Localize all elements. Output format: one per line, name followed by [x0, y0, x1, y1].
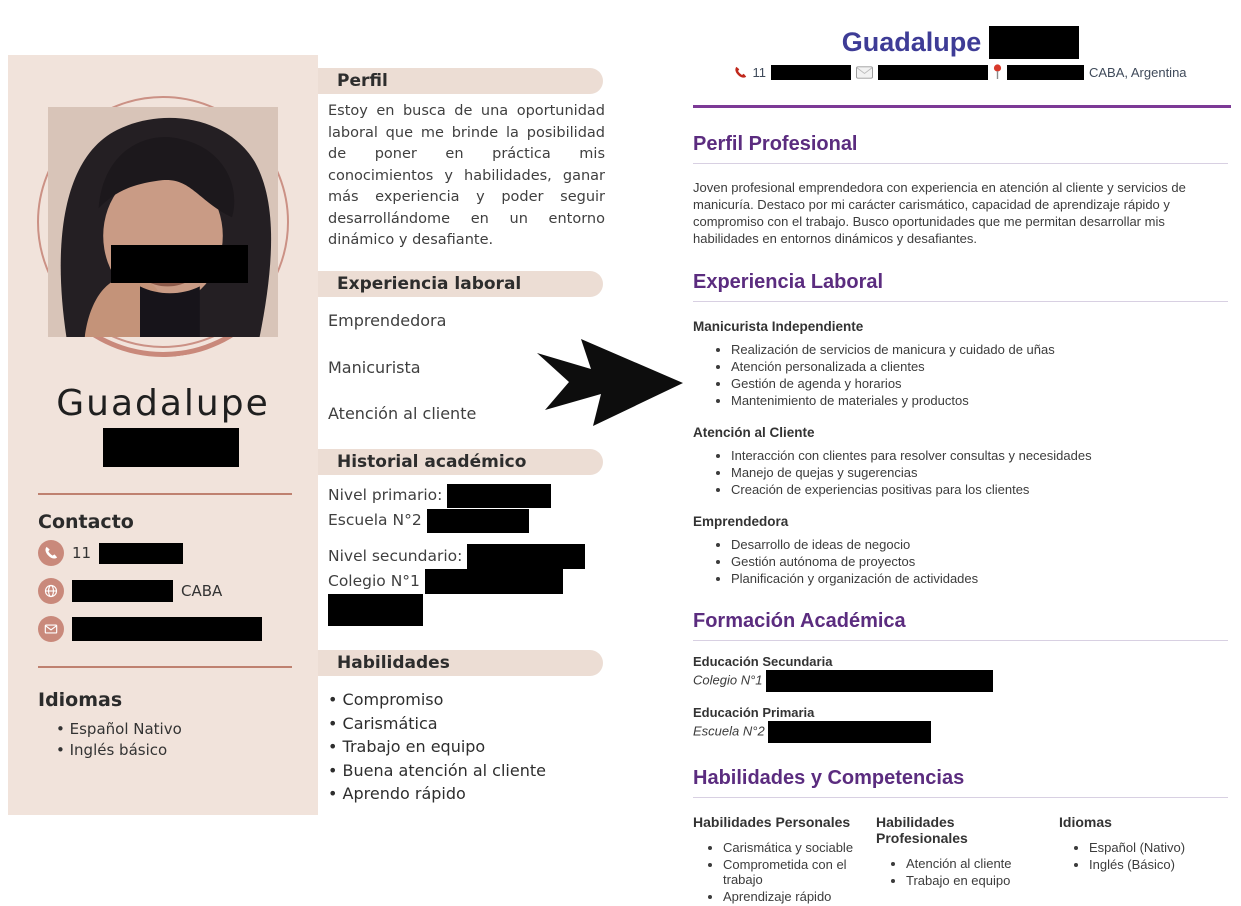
education-level: Educación Primaria	[693, 705, 815, 720]
section-heading-experiencia: Experiencia Laboral	[693, 271, 1228, 302]
phone-prefix: 11	[72, 544, 92, 562]
list-item: • Manejo de quejas y sugerencias	[731, 465, 1228, 480]
redacted-bar	[328, 594, 423, 626]
list-item: • Español (Nativo)	[1089, 840, 1228, 855]
list-item: • Carismática y sociable	[723, 840, 876, 855]
redacted-bar	[425, 569, 563, 594]
experience-item: Atención al cliente	[328, 404, 477, 423]
historial-line: Escuela N°2	[328, 508, 605, 533]
education-entry	[693, 705, 1228, 743]
list-item: • Inglés básico	[56, 740, 182, 761]
redacted-bar	[447, 484, 551, 508]
list-item: • Carismática	[328, 712, 605, 736]
right-cv-body	[693, 133, 1228, 906]
section-heading-formacion: Formación Académica	[693, 610, 1228, 641]
job-title: Manicurista Independiente	[693, 319, 864, 334]
profile-photo	[48, 107, 278, 337]
section-banner-historial: Historial académico	[318, 449, 603, 475]
skills-column-personales	[693, 814, 876, 906]
list-item: • Gestión autónoma de proyectos	[731, 554, 1228, 569]
redacted-bar	[766, 670, 993, 692]
portrait-illustration	[48, 107, 278, 337]
education-school: Escuela N°2	[693, 723, 765, 739]
list-item: • Compromiso	[328, 688, 605, 712]
divider	[38, 493, 292, 495]
job-title: Atención al Cliente	[693, 425, 815, 440]
education-level: Educación Secundaria	[693, 654, 833, 669]
redacted-bar	[467, 544, 585, 569]
globe-icon	[38, 578, 64, 604]
section-banner-habilidades: Habilidades	[318, 650, 603, 676]
job-bullets	[693, 342, 1228, 408]
historial-line: Colegio N°1	[328, 569, 605, 594]
phone-icon	[734, 66, 747, 79]
skills-column-idiomas	[1059, 814, 1228, 906]
experience-item: Emprendedora	[328, 311, 447, 330]
redacted-bar	[72, 617, 262, 641]
list-item: • Español Nativo	[56, 719, 182, 740]
job-bullets	[693, 448, 1228, 497]
redacted-bar	[989, 26, 1079, 59]
redacted-bar	[72, 580, 173, 602]
section-heading-competencias: Habilidades y Competencias	[693, 767, 1228, 798]
skills-column-profesionales	[876, 814, 1059, 906]
right-cv-contact-line	[693, 64, 1228, 80]
pin-icon	[993, 64, 1002, 80]
historial-line: Nivel primario:	[328, 483, 605, 508]
list-item: • Trabajo en equipo	[328, 735, 605, 759]
contact-row-email	[38, 616, 262, 642]
redacted-bar	[771, 65, 851, 80]
list-item: • Atención al cliente	[906, 856, 1059, 871]
idiomas-list	[56, 719, 182, 761]
education-school: Colegio N°1	[693, 672, 763, 688]
perfil-text: Estoy en busca de una oportunidad laboral que me brinde la posibilidad de poner en práctica mis conocimientos y habilidades, ganar más experiencia y poder seguir desarrollándome en un entorno dinámico y desafiante.	[328, 103, 605, 248]
perfil-text: Joven profesional emprendedora con experiencia en atención al cliente y servicios de manicuría. Destaco por mi carácter carismático, capacidad de aprendizaje rápido y compromiso con el trabajo. Busco oportunidades que me permitan desarrollar mis habilidades en entornos dinámicos y desafiantes.	[693, 180, 1186, 246]
historial-block	[328, 483, 605, 626]
left-cv-name: Guadalupe	[56, 383, 270, 424]
list-item: • Mantenimiento de materiales y productos	[731, 393, 1228, 408]
profile-photo-frame	[37, 96, 289, 348]
column-title: Habilidades Personales	[693, 814, 851, 830]
location-suffix: CABA, Argentina	[1088, 64, 1187, 80]
right-cv-header	[693, 26, 1228, 59]
section-heading-perfil: Perfil Profesional	[693, 133, 1228, 164]
section-banner-experiencia: Experiencia laboral	[318, 271, 603, 297]
list-item: • Gestión de agenda y horarios	[731, 376, 1228, 391]
list-item: • Comprometida con el trabajo	[723, 857, 876, 887]
job-bullets	[693, 537, 1228, 586]
contact-row-location	[38, 578, 222, 604]
list-item: • Desarrollo de ideas de negocio	[731, 537, 1228, 552]
historial-line: Nivel secundario:	[328, 544, 605, 569]
historial-line	[328, 594, 605, 626]
experience-item: Manicurista	[328, 358, 421, 377]
phone-prefix: 11	[752, 64, 766, 80]
list-item: • Aprendizaje rápido	[723, 889, 876, 904]
redacted-bar	[99, 543, 183, 564]
list-item: • Inglés (Básico)	[1089, 857, 1228, 872]
location-suffix: CABA	[181, 582, 223, 600]
habilidades-list	[328, 688, 605, 806]
list-item: • Realización de servicios de manicura y cuidado de uñas	[731, 342, 1228, 357]
redacted-bar	[1007, 65, 1084, 80]
list-item: • Interacción con clientes para resolver consultas y necesidades	[731, 448, 1228, 463]
redacted-bar	[427, 509, 529, 533]
skills-columns	[693, 814, 1228, 906]
transform-arrow-icon	[535, 336, 685, 428]
header-rule	[693, 105, 1231, 108]
list-item: • Buena atención al cliente	[328, 759, 605, 783]
job-title: Emprendedora	[693, 514, 789, 529]
envelope-icon	[856, 66, 873, 79]
contact-heading: Contacto	[38, 511, 134, 533]
list-item: • Creación de experiencias positivas para los clientes	[731, 482, 1228, 497]
contact-row-phone	[38, 540, 183, 566]
phone-icon	[38, 540, 64, 566]
redacted-bar	[111, 245, 248, 283]
list-item: • Atención personalizada a clientes	[731, 359, 1228, 374]
redacted-bar	[768, 721, 931, 743]
education-entry	[693, 654, 1228, 692]
section-banner-perfil: Perfil	[318, 68, 603, 94]
divider	[38, 666, 292, 668]
idiomas-heading: Idiomas	[38, 689, 123, 711]
list-item: • Planificación y organización de actividades	[731, 571, 1228, 586]
list-item: • Trabajo en equipo	[906, 873, 1059, 888]
mail-icon	[38, 616, 64, 642]
left-cv-sidebar	[8, 55, 318, 815]
list-item: • Aprendo rápido	[328, 782, 605, 806]
redacted-bar	[103, 428, 239, 467]
column-title: Idiomas	[1059, 814, 1112, 830]
column-title: Habilidades Profesionales	[876, 814, 968, 846]
right-cv-name: Guadalupe	[841, 27, 982, 57]
redacted-bar	[878, 65, 988, 80]
